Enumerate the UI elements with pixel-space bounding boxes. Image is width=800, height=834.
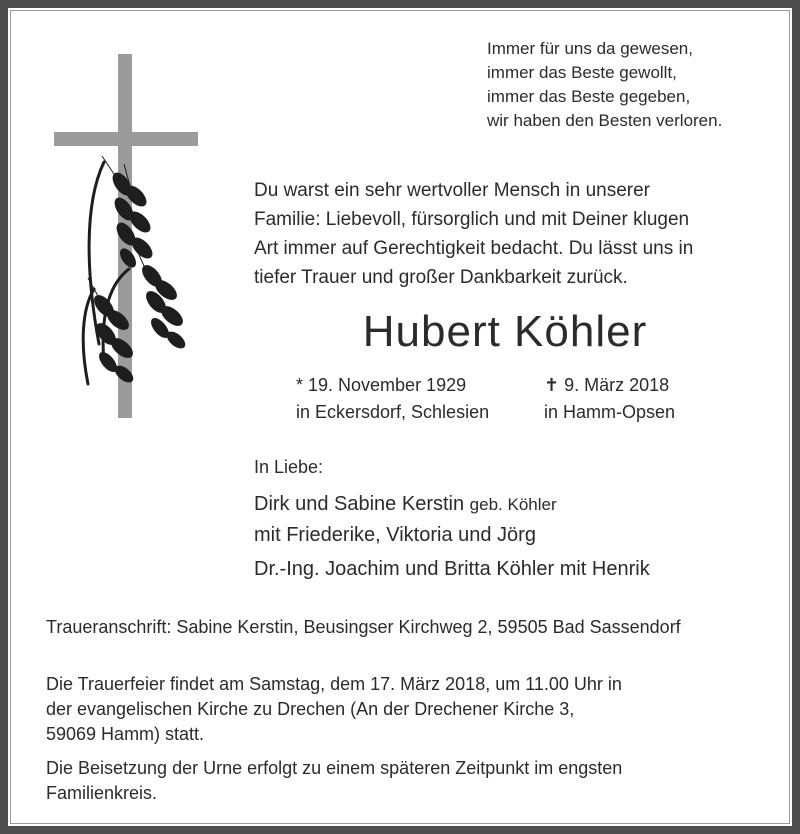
death-info — [544, 372, 675, 426]
death-date: ✝ 9. März 2018 — [544, 375, 670, 395]
maiden-name-note: geb. Köhler — [469, 495, 557, 514]
tribute-line: Familie: Liebevoll, fürsorglich und mit Deiner klugen — [254, 209, 690, 230]
mourning-address: Traueranschrift: Sabine Kerstin, Beusingser Kirchweg 2, 59505 Bad Sassendorf — [46, 617, 681, 637]
death-place: in Hamm-Opsen — [544, 402, 676, 422]
birth-place: in Eckersdorf, Schlesien — [296, 402, 490, 422]
cross-with-wheat-icon — [44, 44, 204, 424]
ceremony-line: Die Trauerfeier findet am Samstag, dem 17. März 2018, um 11.00 Uhr in — [46, 674, 622, 694]
deceased-name: Hubert Köhler — [362, 307, 648, 356]
poem-line: wir haben den Besten verloren. — [487, 111, 723, 130]
mourners-list — [254, 489, 650, 584]
mourner-line: mit Friederike, Viktoria und Jörg — [254, 524, 536, 546]
mourner-names: Dirk und Sabine Kerstin — [254, 493, 470, 515]
poem — [487, 37, 722, 133]
tribute-line: tiefer Trauer und großer Dankbarkeit zurück. — [254, 267, 628, 288]
ceremony-line: 59069 Hamm) statt. — [46, 724, 205, 744]
ceremony-info — [46, 672, 622, 747]
burial-line: Familienkreis. — [46, 783, 158, 803]
poem-line: Immer für uns da gewesen, — [487, 39, 693, 58]
mourner-line — [254, 489, 650, 520]
poem-line: immer das Beste gegeben, — [487, 87, 691, 106]
birth-date: * 19. November 1929 — [296, 375, 467, 395]
burial-line: Die Beisetzung der Urne erfolgt zu einem späteren Zeitpunkt im engsten — [46, 758, 623, 778]
ceremony-line: der evangelischen Kirche zu Drechen (An der Drechener Kirche 3, — [46, 699, 575, 719]
tribute-line: Art immer auf Gerechtigkeit bedacht. Du lässt uns in — [254, 238, 694, 259]
birth-info — [296, 372, 489, 426]
mourners-label: In Liebe: — [254, 457, 324, 477]
poem-line: immer das Beste gewollt, — [487, 63, 677, 82]
mourner-line: Dr.-Ing. Joachim und Britta Köhler mit Henrik — [254, 558, 650, 580]
tribute-text — [254, 176, 693, 292]
burial-info — [46, 756, 622, 806]
tribute-line: Du warst ein sehr wertvoller Mensch in unserer — [254, 180, 650, 201]
